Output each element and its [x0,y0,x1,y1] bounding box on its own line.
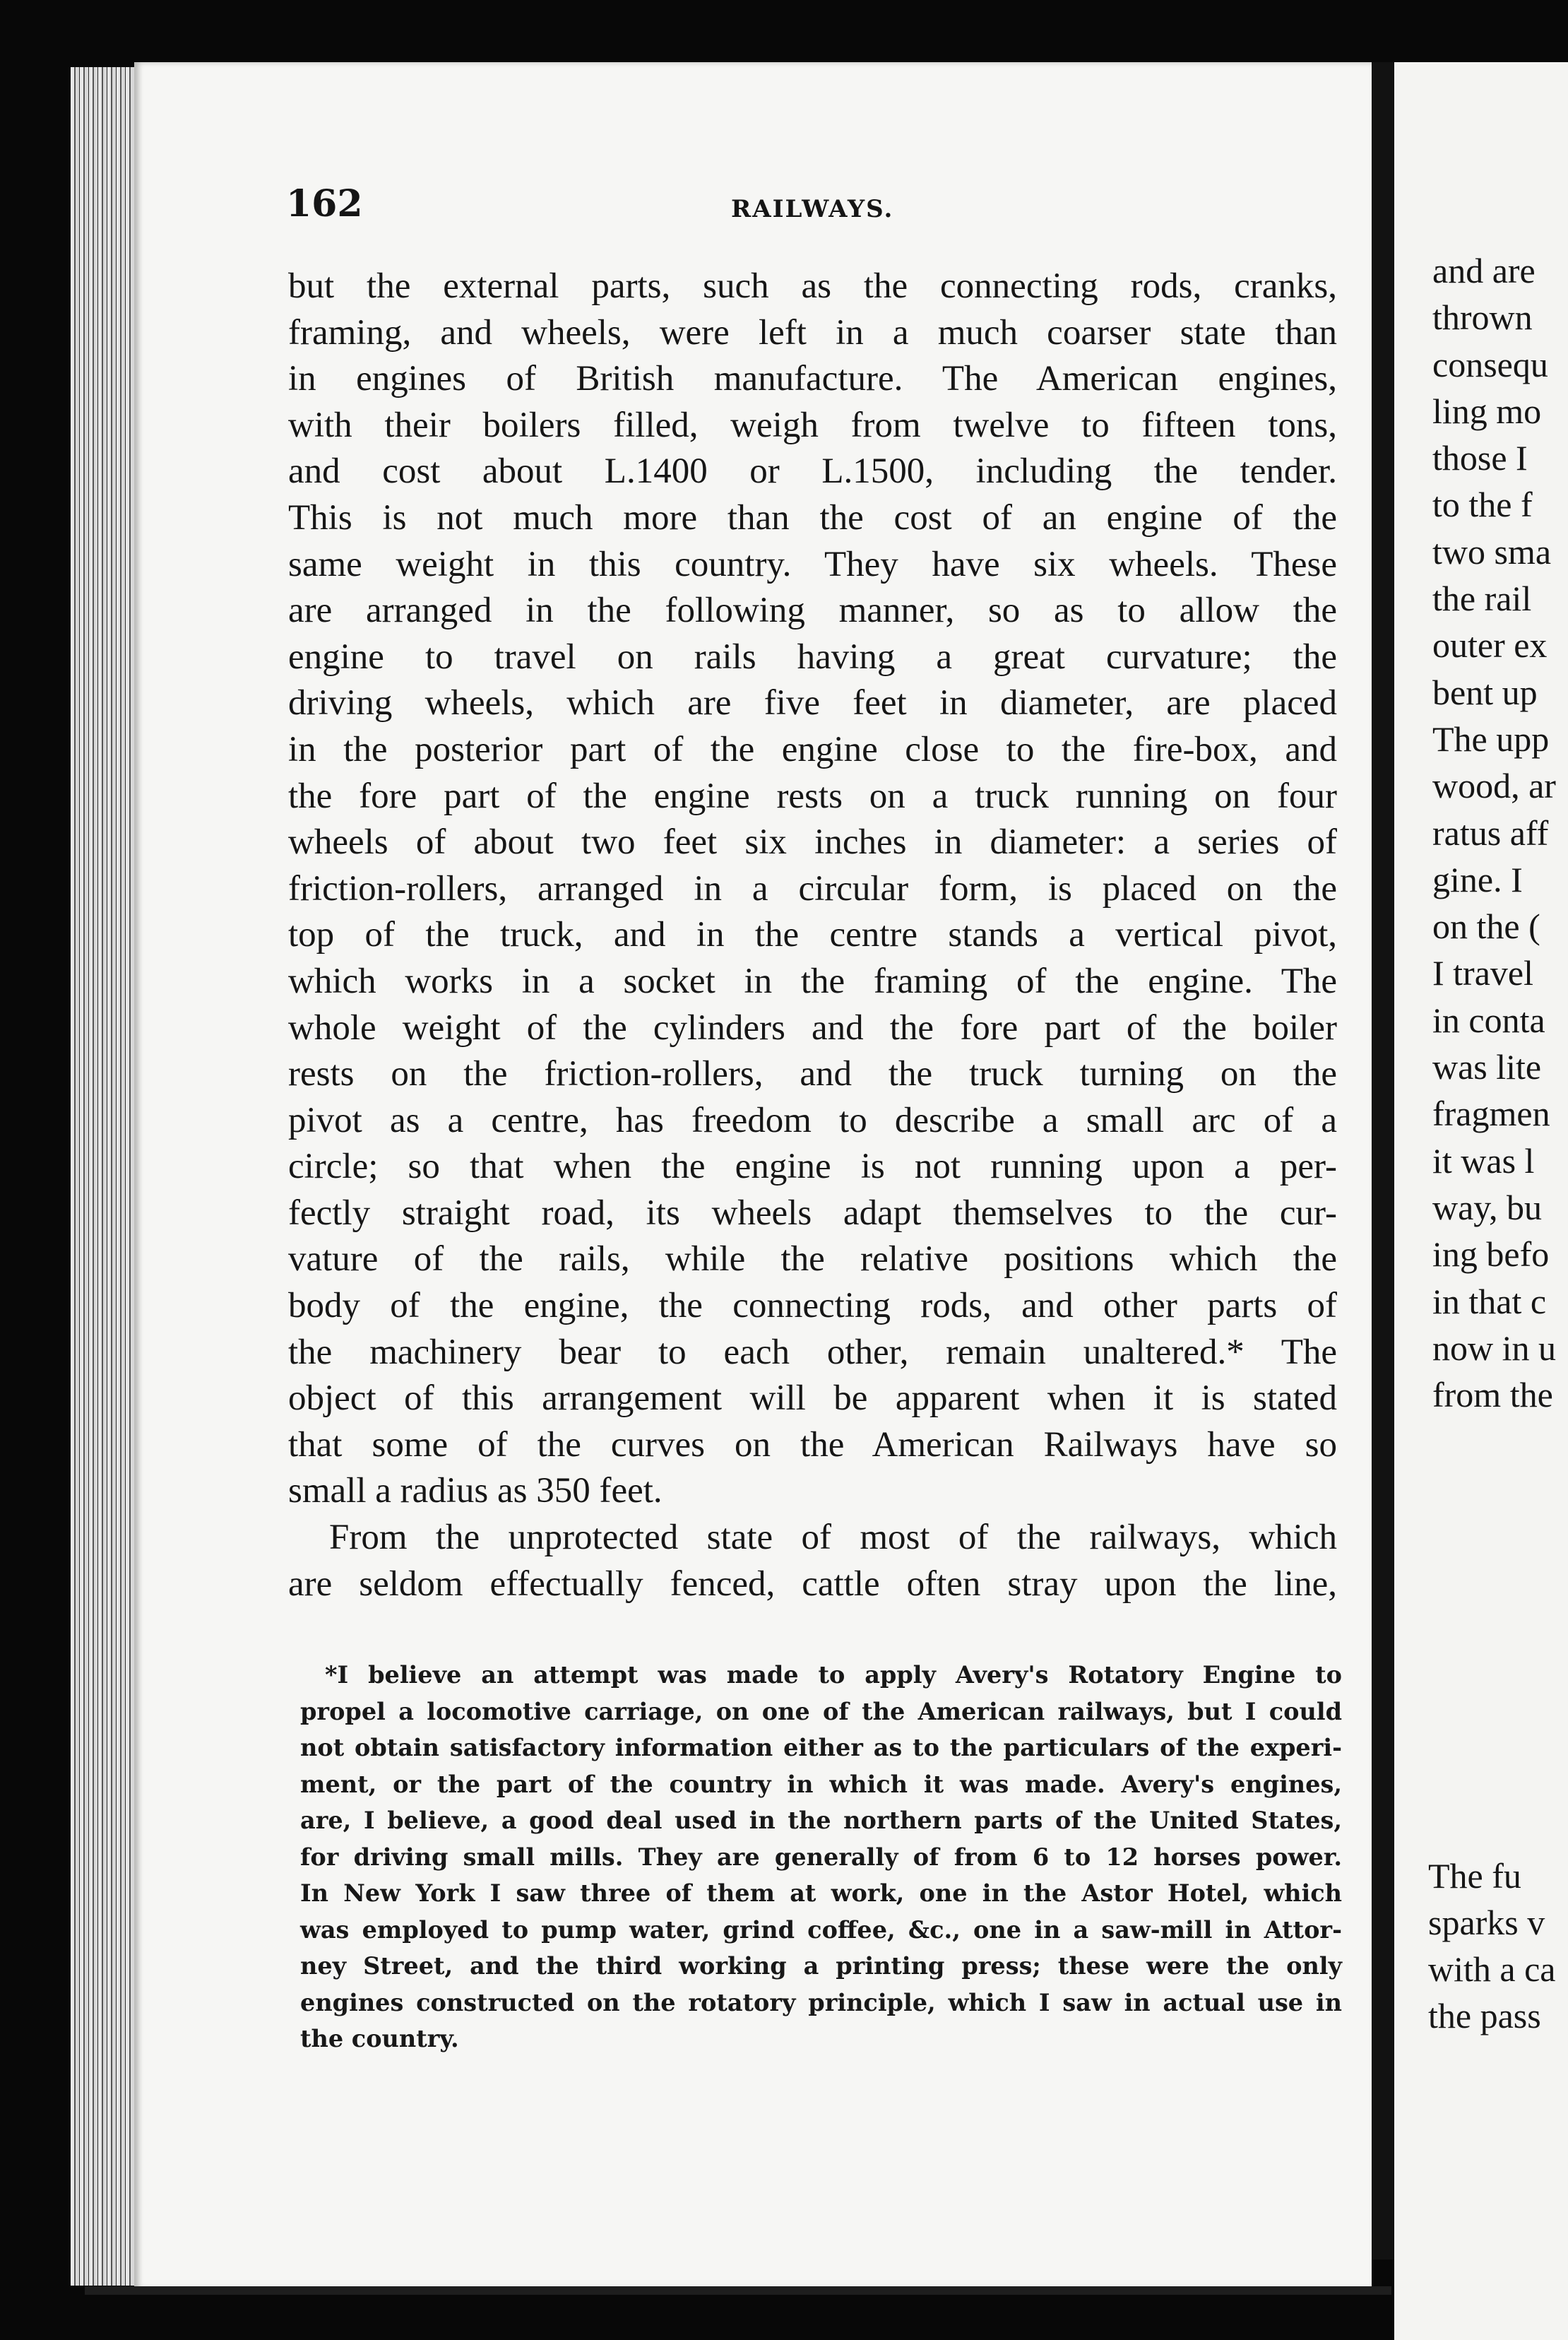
text-line: circle; so that when the engine is not running upon a per- [288,1147,1337,1187]
text-line: From the unprotected state of most of the railways, which [329,1518,1337,1558]
text-line: framing, and wheels, were left in a much coarser state than [288,312,1337,353]
text-line: the machinery bear to each other, remain unaltered.* The [288,1332,1337,1372]
facing-line: in conta [1432,1000,1545,1040]
text-line: rests on the friction-rollers, and the truck turning on the [288,1054,1337,1094]
text-line: and cost about L.1400 or L.1500, including the tender. [288,451,1337,492]
facing-line: those I [1432,438,1528,478]
body-text [288,264,1337,1607]
facing-line: two sma [1432,531,1552,572]
footnote-line: was employed to pump water, grind coffee, &c., one in a saw-mill in Attor- [300,1915,1342,1944]
footnote-line: for driving small mills. They are generally of from 6 to 12 horses power. [300,1843,1342,1871]
footnote-line: In New York I saw three of them at work, one in the Astor Hotel, which [300,1879,1342,1907]
text-line: object of this arrangement will be apparent when it is stated [288,1378,1337,1419]
text-line: in engines of British manufacture. The American engines, [288,359,1337,399]
text-line: in the posterior part of the engine close to the fire-box, and [288,729,1337,769]
footnote [300,1657,1342,2057]
facing-page-text [1432,247,1568,1418]
page-edges [71,67,138,2286]
footnote-line: *I believe an attempt was made to apply Avery's Rotatory Engine to [325,1661,1342,1689]
facing-line: fragmen [1432,1094,1550,1134]
facing-line: thrown [1432,297,1533,338]
text-line: whole weight of the cylinders and the fore part of the boiler [288,1008,1337,1048]
text-line: are arranged in the following manner, so as to allow the [288,591,1337,631]
text-line: same weight in this country. They have six wheels. These [288,544,1337,584]
text-line: vature of the rails, while the relative positions which the [288,1239,1337,1280]
facing-line: it was l [1432,1140,1535,1181]
facing-line: the rail [1432,579,1532,619]
facing-line: sparks v [1428,1903,1545,1942]
facing-line: in that c [1432,1281,1547,1321]
facing-line: now in u [1432,1328,1556,1368]
facing-line: The upp [1432,719,1550,759]
text-line: fectly straight road, its wheels adapt themselves to the cur- [288,1193,1337,1233]
page-number: 162 [286,182,363,225]
facing-line: gine. I [1432,859,1523,899]
facing-line: I travel [1432,953,1533,993]
text-line: are seldom effectually fenced, cattle often stray upon the line, [288,1564,1337,1604]
text-line: engine to travel on rails having a great curvature; the [288,637,1337,677]
facing-line: from the [1432,1375,1553,1415]
facing-line: outer ex [1432,625,1548,666]
facing-page-text-lower [1428,1852,1568,2039]
facing-line: was lite [1432,1047,1542,1087]
facing-line: with a ca [1428,1949,1556,1989]
footnote-line: propel a locomotive carriage, on one of the American railways, but I could [300,1697,1342,1725]
text-line: top of the truck, and in the centre stands a vertical pivot, [288,915,1337,955]
text-line: small a radius as 350 feet. [288,1471,663,1511]
facing-line: on the ( [1432,906,1540,947]
footnote-line: ney Street, and the third working a printing press; these were the only [300,1952,1342,1980]
text-line: driving wheels, which are five feet in diameter, are placed [288,683,1337,723]
facing-line: the pass [1428,1996,1541,2035]
facing-line: bent up [1432,672,1538,712]
facing-line: wood, ar [1432,766,1556,806]
footnote-line: not obtain satisfactory information either as to the particulars of the experi- [300,1734,1342,1761]
text-line: This is not much more than the cost of an engine of the [288,497,1337,538]
page-header [286,182,1338,232]
text-line: that some of the curves on the American Railways have so [288,1424,1337,1465]
text-line: which works in a socket in the framing of the engine. The [288,961,1337,1001]
facing-line: and are [1432,251,1536,290]
facing-line: to the f [1432,485,1533,525]
footnote-line: are, I believe, a good deal used in the northern parts of the United States, [300,1807,1342,1834]
text-line: the fore part of the engine rests on a truck running on four [288,776,1337,816]
facing-line: ratus aff [1432,812,1549,853]
footnote-line: engines constructed on the rotatory principle, which I saw in actual use in [300,1988,1342,2016]
text-line: body of the engine, the connecting rods, and other parts of [288,1286,1337,1326]
footnote-line: the country. [300,2025,459,2052]
running-head: RAILWAYS. [731,195,894,223]
facing-line: consequ [1432,344,1548,384]
text-line: pivot as a centre, has freedom to describe a small arc of a [288,1100,1337,1140]
book-gutter [1372,62,1394,2259]
facing-line: ling mo [1432,391,1542,431]
text-line: but the external parts, such as the connecting rods, cranks, [288,266,1337,306]
text-line: wheels of about two feet six inches in diameter: a series of [288,822,1337,863]
text-line: with their boilers filled, weigh from twelve to fifteen tons, [288,405,1337,445]
footnote-line: ment, or the part of the country in which it was made. Avery's engines, [300,1770,1342,1798]
page-bottom-shadow [85,2286,1391,2295]
text-line: friction-rollers, arranged in a circular form, is placed on the [288,868,1337,909]
facing-line: way, bu [1432,1187,1543,1227]
facing-line: ing befo [1432,1234,1550,1275]
facing-line: The fu [1428,1856,1521,1896]
